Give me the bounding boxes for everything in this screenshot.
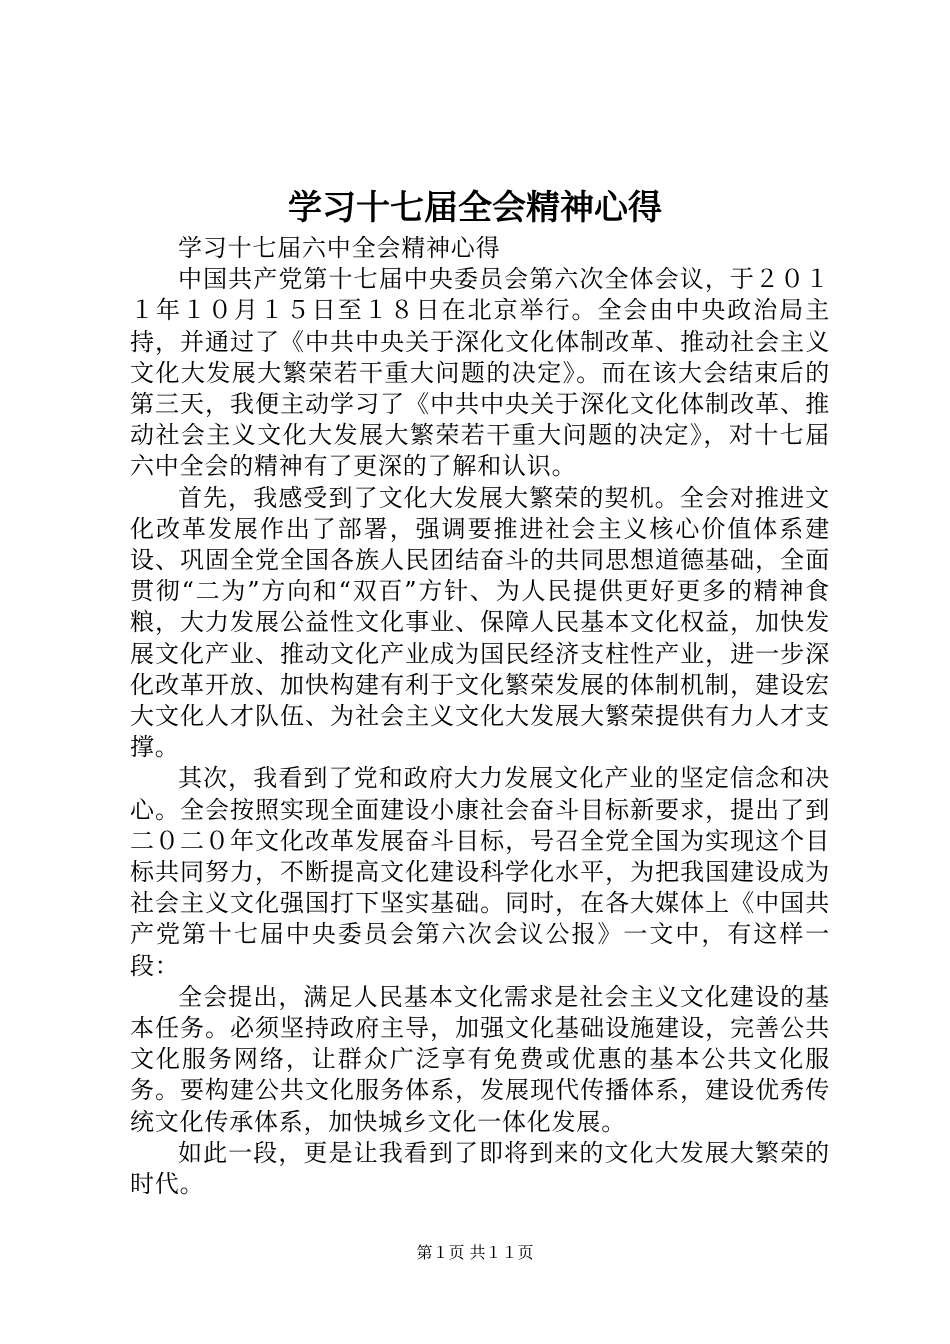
subtitle-paragraph: 学习十七届六中全会精神心得 (178, 234, 501, 262)
intro-paragraph: 中国共产党第十七届中央委员会第六次全体会议，于２０１１年１０月１５日至１８日在北京举行。全会由中央政治局主持，并通过了《中共中央关于深化文化体制改革、推动社会主义文化大发展大繁荣若干重大问题的决定》。而在该大会结束后的第三天，我便主动学习了《中共中央关于深化文化体制改革、推动社会主义文化大发展大繁荣若干重大问题的决定》，对十七届六中全会的精神有了更深的了解和认识。 (130, 265, 830, 481)
document-body (130, 233, 830, 1200)
quote-paragraph: 全会提出，满足人民基本文化需求是社会主义文化建设的基本任务。必须坚持政府主导，加强文化基础设施建设，完善公共文化服务网络，让群众广泛享有免费或优惠的基本公共文化服务。要构建公共文化服务体系，发展现代传播体系，建设优秀传统文化传承体系，加快城乡文化一体化发展。 (130, 982, 830, 1136)
document-title: 学习十七届全会精神心得 (288, 188, 662, 228)
first-point-paragraph: 首先，我感受到了文化大发展大繁荣的契机。全会对推进文化改革发展作出了部署，强调要推进社会主义核心价值体系建设、巩固全党全国各族人民团结奋斗的共同思想道德基础，全面贯彻“二为”方向和“双百”方针、为人民提供更好更多的精神食粮，大力发展公益性文化事业、保障人民基本文化权益，加快发展文化产业、推动文化产业成为国民经济支柱性产业，进一步深化改革开放、加快构建有利于文化繁荣发展的体制机制，建设宏大文化人才队伍、为社会主义文化大发展大繁荣提供有力人才支撑。 (130, 483, 830, 762)
second-point-paragraph: 其次，我看到了党和政府大力发展文化产业的坚定信念和决心。全会按照实现全面建设小康社会奋斗目标新要求，提出了到二０二０年文化改革发展奋斗目标，号召全党全国为实现这个目标共同努力，不断提高文化建设科学化水平，为把我国建设成为社会主义文化强国打下坚实基础。同时，在各大媒体上《中国共产党第十七届中央委员会第六次会议公报》一文中，有这样一段： (130, 764, 830, 980)
closing-paragraph: 如此一段，更是让我看到了即将到来的文化大发展大繁荣的时代。 (130, 1138, 830, 1199)
page-number-footer: 第１页 共１１页 (416, 1243, 534, 1262)
